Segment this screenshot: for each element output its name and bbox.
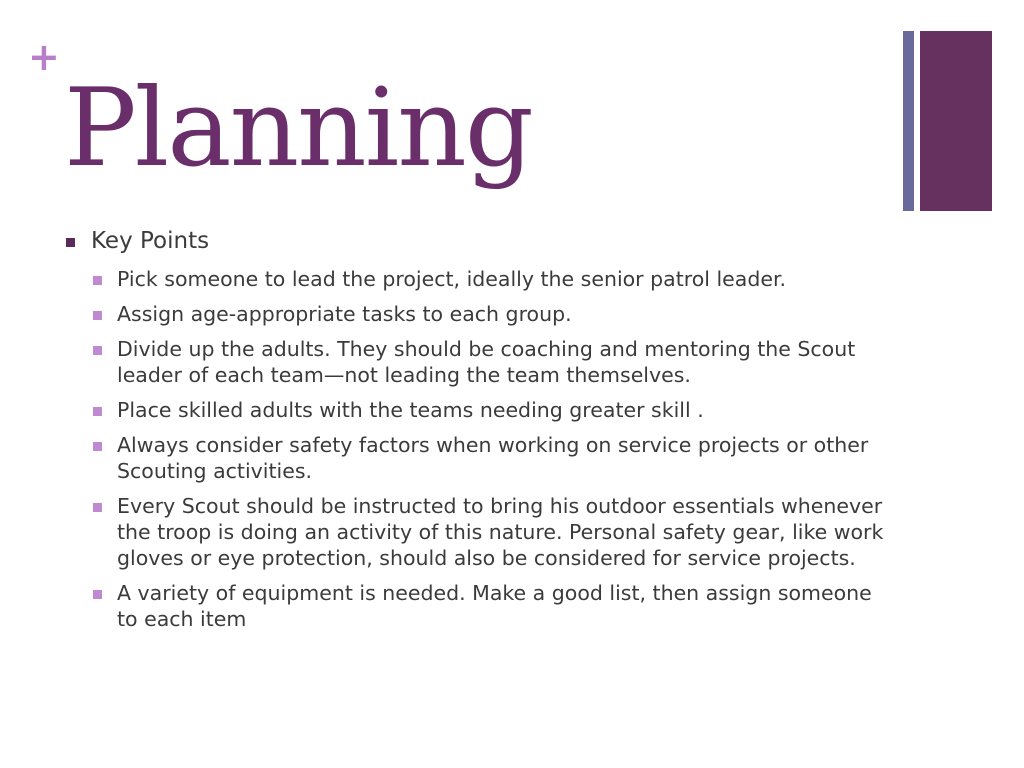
bullet-key-points	[66, 226, 896, 256]
list-item	[93, 432, 896, 484]
square-bullet-icon	[93, 311, 102, 320]
plus-mark-icon: +	[28, 35, 60, 79]
list-item	[93, 266, 896, 292]
list-item-text: Divide up the adults. They should be coaching and mentoring the Scout leader of each team—not leading the team themselves.	[117, 337, 856, 387]
list-item-text: Always consider safety factors when working on service projects or other Scouting activities.	[117, 433, 869, 483]
decorative-thin-bar	[903, 31, 914, 211]
slide-title: Planning	[64, 66, 532, 191]
list-item-text: A variety of equipment is needed. Make a good list, then assign someone to each item	[117, 581, 872, 631]
list-item	[93, 301, 896, 327]
slide-content	[66, 226, 896, 641]
decorative-thick-bar	[920, 31, 992, 211]
square-bullet-icon	[93, 407, 102, 416]
square-bullet-icon	[66, 238, 75, 247]
list-item	[93, 493, 896, 571]
list-item	[93, 336, 896, 388]
list-item-text: Pick someone to lead the project, ideally the senior patrol leader.	[117, 267, 787, 291]
list-item	[93, 397, 896, 423]
list-item-text: Assign age-appropriate tasks to each group.	[117, 302, 572, 326]
list-item-text: Every Scout should be instructed to bring his outdoor essentials whenever the troop is doing an activity of this nature. Personal safety gear, like work gloves or eye protection, should also be considered for service projects.	[117, 494, 884, 570]
list-item	[93, 580, 896, 632]
key-points-list	[66, 266, 896, 632]
square-bullet-icon	[93, 590, 102, 599]
square-bullet-icon	[93, 346, 102, 355]
square-bullet-icon	[93, 503, 102, 512]
list-item-text: Place skilled adults with the teams needing greater skill .	[117, 398, 704, 422]
square-bullet-icon	[93, 276, 102, 285]
square-bullet-icon	[93, 442, 102, 451]
bullet-heading-text: Key Points	[91, 228, 210, 254]
